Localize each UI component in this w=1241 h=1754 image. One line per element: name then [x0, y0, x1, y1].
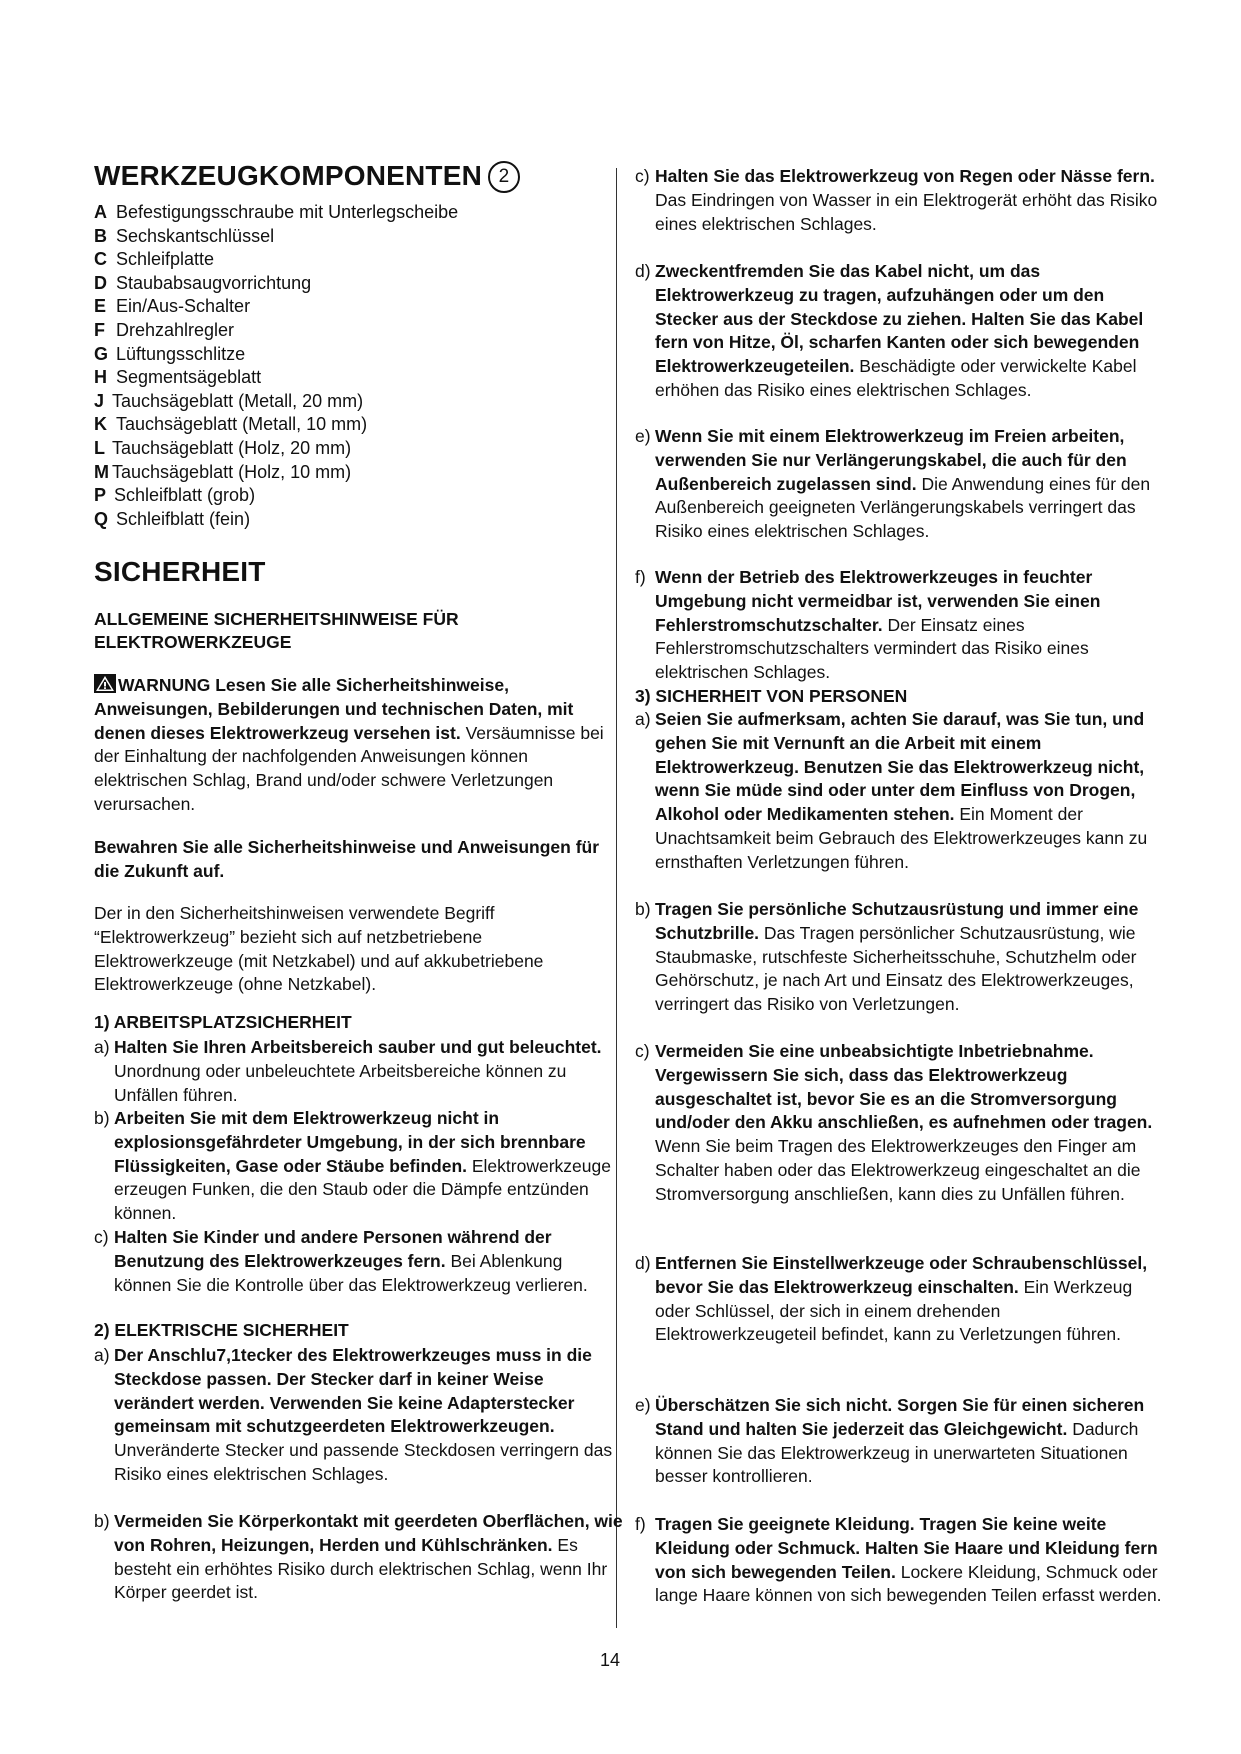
page-number: 14 [600, 1650, 621, 1670]
list-item: f) Wenn der Betrieb des Elektrowerkzeuges in feuchter Umgebung nicht vermeidbar ist, verwenden Sie einen Fehlerstromschutzschalter. Der Einsatz eines Fehlerstromschutzschalters vermindert das Risiko eines elektrischen Schlages. [635, 567, 1101, 683]
list-item: C Schleifplatte [94, 249, 215, 270]
safety-heading: SICHERHEIT [94, 556, 266, 587]
general-safety-subheading: ALLGEMEINE SICHERHEITSHINWEISE FÜR ELEKTROWERKZEUGE [94, 609, 459, 652]
list-item: Q Schleifblatt (fein) [94, 508, 251, 529]
warning-paragraph: WARNUNG Lesen Sie alle Sicherheitshinweise, Anweisungen, Bebilderungen und technischen Daten, mit denen dieses Elektrowerkzeug versehen ist. Versäumnisse bei der Einhaltung der nachfolgenden Anweisungen können elektrischen Schlag, Brand und/oder schwere Verletzungen verursachen. [94, 675, 604, 814]
list-item: e) Überschätzen Sie sich nicht. Sorgen Sie für einen sicheren Stand und halten Sie jederzeit das Gleichgewicht. Dadurch können Sie das Elektrowerkzeug in unerwarteten Situationen besser kontrollieren. [635, 1395, 1145, 1487]
list-item: P Schleifblatt (grob) [94, 485, 256, 506]
list-item: b) Tragen Sie persönliche Schutzausrüstung und immer eine Schutzbrille. Das Tragen persönlicher Schutzausrüstung, wie Staubmaske, rutschfeste Sicherheitsschuhe, Schutzhelm oder Gehörschutz, je nach Art und Einsatz des Elektrowerkzeuges, verringert das Risiko von Verletzungen. [635, 899, 1139, 1015]
components-list [94, 201, 604, 531]
list-item: A Befestigungsschraube mit Unterlegscheibe [94, 202, 459, 222]
list-item: H Segmentsägeblatt [94, 367, 262, 388]
list-item: d) Entfernen Sie Einstellwerkzeuge oder Schraubenschlüssel, bevor Sie das Elektrowerkzeug einschalten. Ein Werkzeug oder Schlüssel, der sich in einem drehenden Elektrowerkzeugeteil befindet, kann zu Verletzungen führen. [635, 1253, 1148, 1345]
list-item: K Tauchsägeblatt (Metall, 10 mm) [94, 414, 368, 435]
term-definition: Der in den Sicherheitshinweisen verwendete Begriff “Elektrowerkzeug” bezieht sich auf netzbetriebene Elektrowerkzeuge (mit Netzkabel) und auf akkubetriebene Elektrowerkzeuge (ohne Netzkabel). [94, 903, 544, 995]
section-title: 2) ELEKTRISCHE SICHERHEIT [94, 1320, 349, 1340]
list-item: d) Zweckentfremden Sie das Kabel nicht, um das Elektrowerkzeug zu tragen, aufzuhängen oder um den Stecker aus der Steckdose zu ziehen. Halten Sie das Kabel fern von Hitze, Öl, scharfen Kanten oder sich bewegenden Elektrowerkzeugeteilen. Beschädigte oder verwickelte Kabel erhöhen das Risiko eines elektrischen Schlages. [635, 261, 1144, 400]
list-item: a) Halten Sie Ihren Arbeitsbereich sauber und gut beleuchtet. Unordnung oder unbeleuchtete Arbeitsbereiche können zu Unfällen führen. [94, 1037, 602, 1105]
list-item: G Lüftungsschlitze [94, 343, 246, 364]
list-item: c) Vermeiden Sie eine unbeabsichtigte Inbetriebnahme. Vergewissern Sie sich, dass das Elektrowerkzeug ausgeschaltet ist, bevor Sie es an die Stromversorgung und/oder den Akku anschließen, es aufnehmen oder tragen. Wenn Sie beim Tragen des Elektrowerkzeuges den Finger am Schalter haben oder das Elektrowerkzeug eingeschaltet an die Stromversorgung anschließen, kann dies zu Unfällen führen. [635, 1041, 1153, 1204]
list-item: f) Tragen Sie geeignete Kleidung. Tragen Sie keine weite Kleidung oder Schmuck. Halten Sie Haare und Kleidung fern von sich bewegenden Teilen. Lockere Kleidung, Schmuck oder lange Haare können von sich bewegenden Teilen erfasst werden. [635, 1514, 1162, 1606]
list-item: M Tauchsägeblatt (Holz, 10 mm) [94, 461, 352, 482]
list-item: c) Halten Sie das Elektrowerkzeug von Regen oder Nässe fern. Das Eindringen von Wasser in ein Elektrogerät erhöht das Risiko eines elektrischen Schlages. [635, 166, 1158, 234]
list-item: c) Halten Sie Kinder und andere Personen während der Benutzung des Elektrowerkzeuges fern. Bei Ablenkung können Sie die Kontrolle über das Elektrowerkzeug verlieren. [94, 1227, 588, 1295]
list-item: b) Vermeiden Sie Körperkontakt mit geerdeten Oberflächen, wie von Rohren, Heizungen, Herden und Kühlschränken. Es besteht ein erhöhtes Risiko durch elektrischen Schlag, wenn Ihr Körper geerdet ist. [94, 1511, 623, 1603]
list-item: L Tauchsägeblatt (Holz, 20 mm) [94, 437, 352, 458]
list-item: a) Seien Sie aufmerksam, achten Sie darauf, was Sie tun, und gehen Sie mit Vernunft an die Arbeit mit einem Elektrowerkzeug. Benutzen Sie das Elektrowerkzeug nicht, wenn Sie müde sind oder unter dem Einfluss von Drogen, Alkohol oder Medikamenten stehen. Ein Moment der Unachtsamkeit beim Gebrauch des Elektrowerkzeuges kann zu ernsthaften Verletzungen führen. [635, 709, 1148, 872]
list-item: a) Der Anschlu7,1tecker des Elektrowerkzeuges muss in die Steckdose passen. Der Stecker darf in keiner Weise verändert werden. Verwenden Sie keine Adapterstecker gemeinsam mit schutzgeerdeten Elektrowerkzeugen. Unveränderte Stecker und passende Steckdosen verringern das Risiko eines elektrischen Schlages. [94, 1345, 613, 1484]
figure-ref-badge: 2 [488, 161, 520, 193]
list-item: F Drehzahlregler [94, 319, 235, 340]
section-title: 1) ARBEITSPLATZSICHERHEIT [94, 1012, 352, 1032]
warning-triangle-icon [94, 674, 116, 693]
list-item: B Sechskantschlüssel [94, 225, 275, 246]
list-item: b) Arbeiten Sie mit dem Elektrowerkzeug nicht in explosionsgefährdeter Umgebung, in der sich brennbare Flüssigkeiten, Gase oder Stäube befinden. Elektrowerkzeuge erzeugen Funken, die den Staub oder die Dämpfe entzünden können. [94, 1108, 611, 1224]
section-title: 3) SICHERHEIT VON PERSONEN [635, 686, 908, 706]
list-item: J Tauchsägeblatt (Metall, 20 mm) [94, 390, 364, 411]
keep-instructions-note: Bewahren Sie alle Sicherheitshinweise und Anweisungen für die Zukunft auf. [94, 837, 600, 881]
list-item: E Ein/Aus-Schalter [94, 296, 251, 317]
components-heading: WERKZEUGKOMPONENTEN 2 [94, 160, 520, 193]
list-item: e) Wenn Sie mit einem Elektrowerkzeug im Freien arbeiten, verwenden Sie nur Verlängerungskabel, die auch für den Außenbereich zugelassen sind. Die Anwendung eines für den Außenbereich geeigneten Verlängerungskabels verringert das Risiko eines elektrischen Schlages. [635, 426, 1151, 542]
list-item: D Staubabsaugvorrichtung [94, 272, 312, 293]
